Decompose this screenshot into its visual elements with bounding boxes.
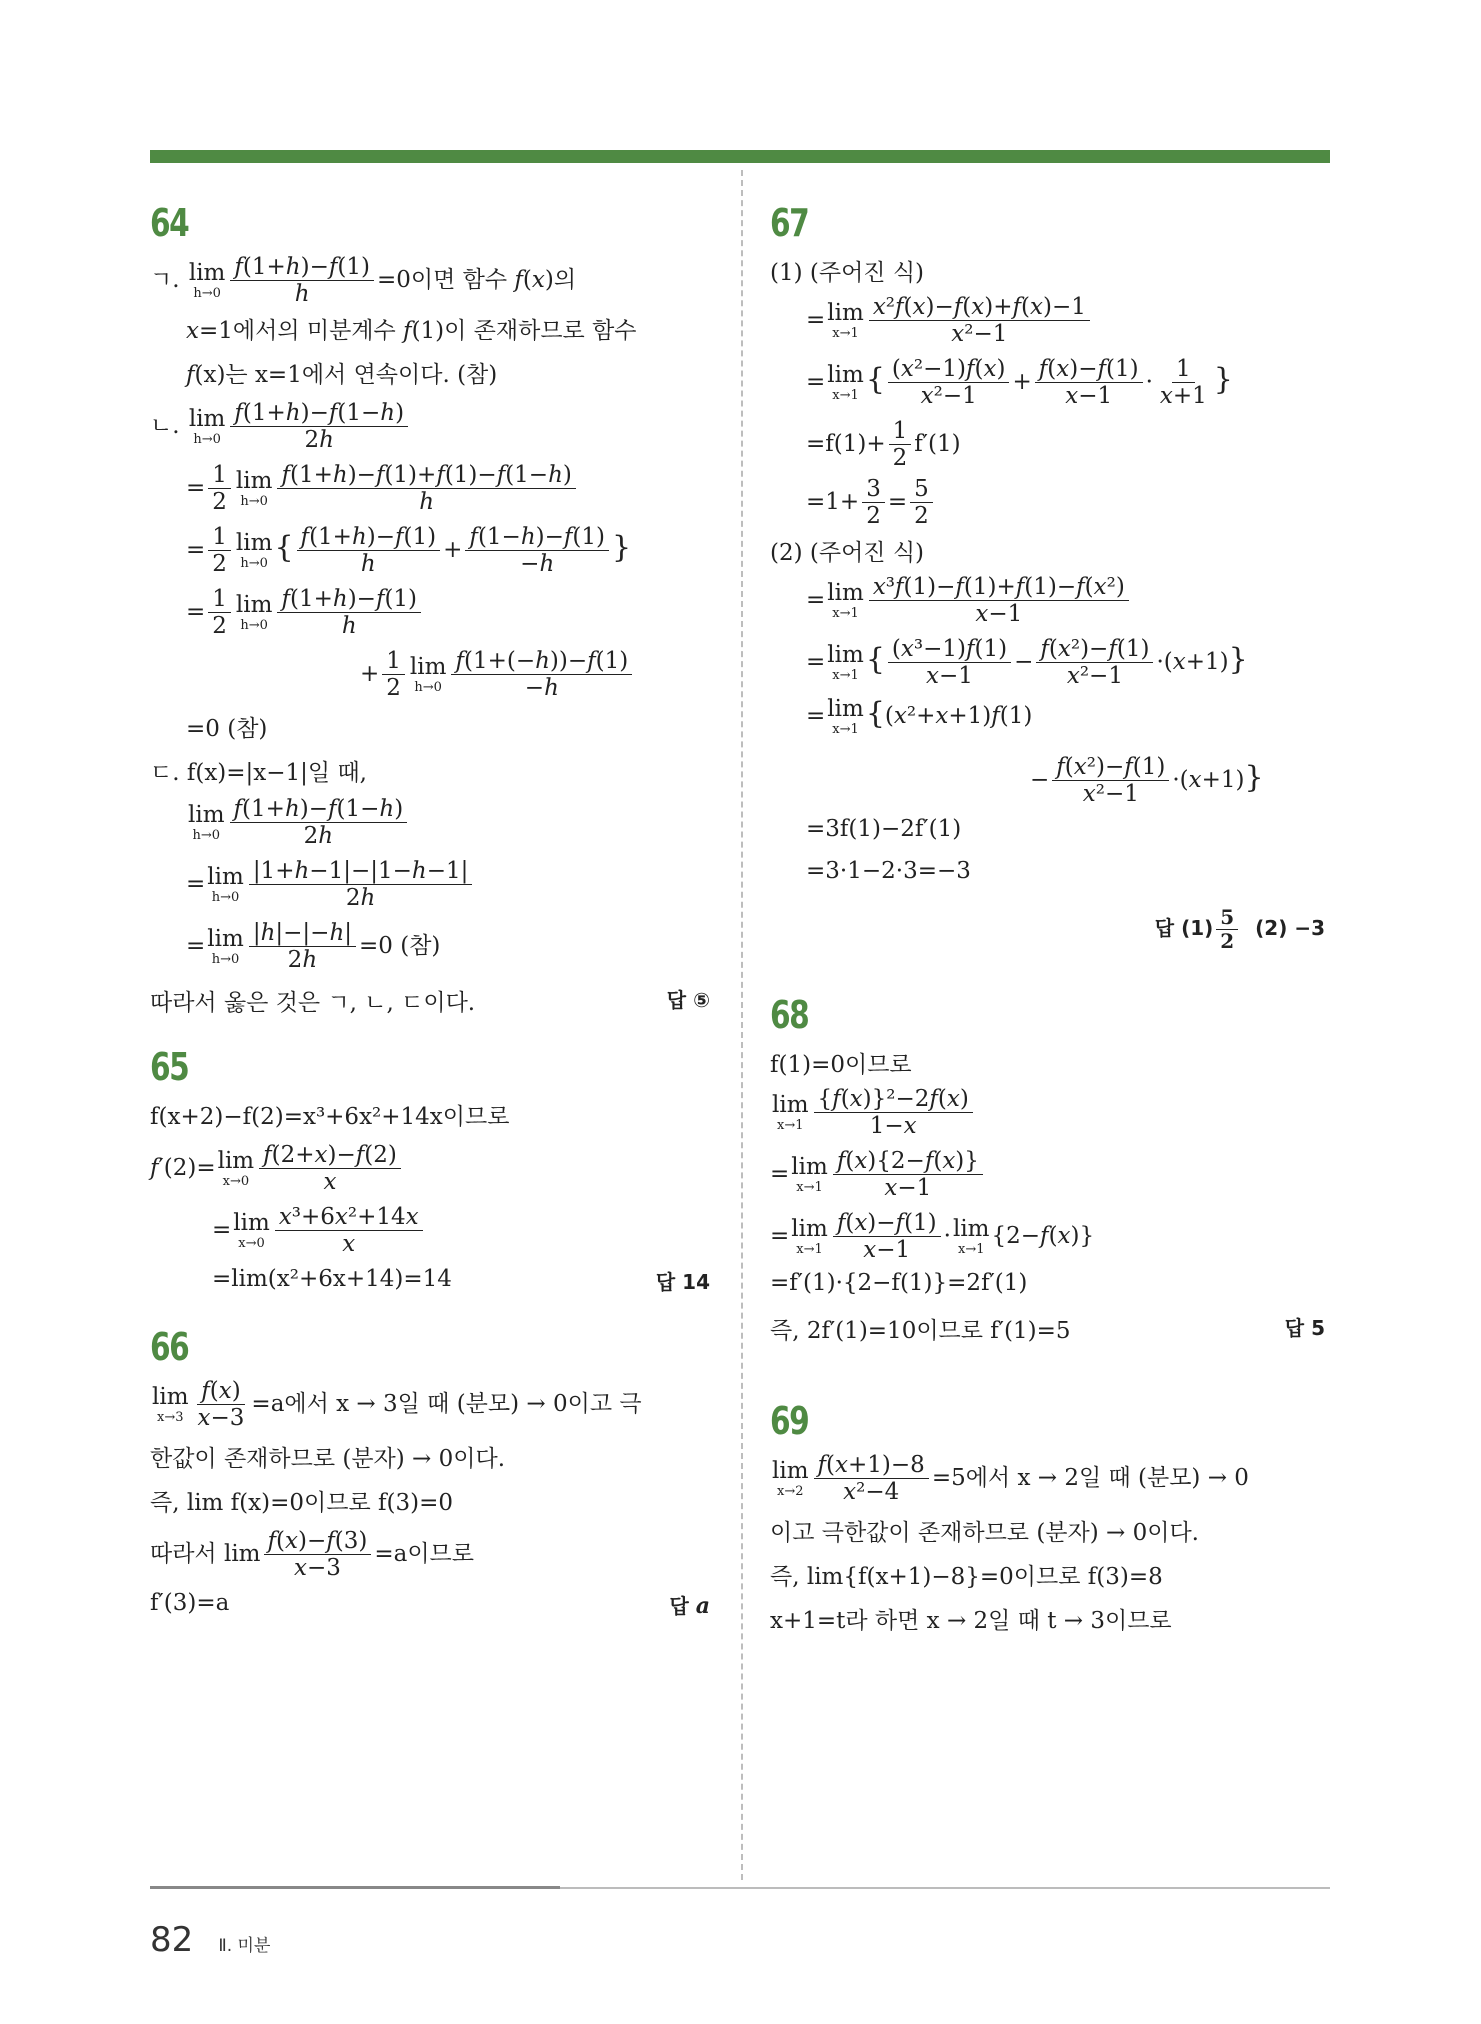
p64-ga-line2: x=1에서의 미분계수 f(1)이 존재하므로 함수 <box>186 318 637 344</box>
p66-line1: lim x→3 $\frac{f(x)}{x-3}$ =a에서 x → 3일 때 (분모) → 0이고 극 <box>152 1378 642 1432</box>
p64-answer: 답 ⑤ <box>666 988 710 1012</box>
column-divider <box>741 170 743 1880</box>
problem-number-68: 68 <box>770 993 809 1037</box>
p64-da-line3: =lim h→0 $\frac{|1+h-1|-|1-h-1|}{2h}$ <box>150 858 710 920</box>
p64-ga-line1: ㄱ. lim h→0 $\frac{f(1+h)-f(1)}{h}$ =0이면 함수 f(x)의 <box>150 254 577 308</box>
p68-line5: =f′(1)·{2−f(1)}=2f′(1) <box>770 1270 1028 1296</box>
p68-line6: 즉, 2f′(1)=10이므로 f′(1)=5 답 5 <box>770 1312 1325 1398</box>
p67-step6: =lim x→1 { $\frac{\text{(x³−1)f(1)}}{x-1}$ − $\frac{\text{f(x²)−f(1)}}{\text{x²−1}}$ ·(x+1)} <box>806 636 1248 690</box>
problem-number-69: 69 <box>770 1399 809 1443</box>
p64-na-line4: = $\frac{1}{2}$ lim h→0 $\frac{f(1+h)-f(1)}{h}$ <box>150 586 710 648</box>
p68-answer: 답 5 <box>1284 1316 1325 1340</box>
limit-symbol: lim h→0 <box>188 259 226 301</box>
p65-line3: =lim x→0 $\frac{\text{x³+6x²+14x}}{x}$ <box>150 1204 710 1266</box>
p65-line4: =lim(x²+6x+14)=14 답 14 <box>212 1266 710 1294</box>
p64-na-line2: = $\frac{1}{2}$ lim h→0 $\frac{f(1+h)-f(1)+f(1)-f(1-h)}{h}$ <box>150 462 710 524</box>
p69-line2: 이고 극한값이 존재하므로 (분자) → 0이다. <box>770 1520 1199 1546</box>
left-column <box>150 200 710 1634</box>
bottom-rule <box>150 1887 1330 1889</box>
p67-step9: =3·1−2·3=−3 <box>806 858 971 884</box>
p65-answer: 답 14 <box>655 1270 710 1294</box>
problem-number-66: 66 <box>150 1325 189 1369</box>
p66-line2: 한값이 존재하므로 (분자) → 0이다. <box>150 1446 506 1472</box>
p67-step1: =lim x→1 $\frac{\text{x²f(x)−f(x)+f(x)−1}}{\text{x²−1}}$ <box>770 294 1325 356</box>
p67-step7b: − $\frac{\text{f(x²)−f(1)}}{\text{x²−1}}$ ·(x+1)} <box>1030 754 1264 808</box>
p65-line2: f′(2)=lim x→0 $\frac{f(2+x)-f(2)}{x}$ <box>150 1142 710 1204</box>
p67-part1: (1) (주어진 식) <box>770 260 925 286</box>
p68-line4: =lim x→1 $\frac{f(x)-f(1)}{x-1}$ ·lim x→1 {2−f(x)} <box>770 1210 1095 1264</box>
p64-da-line2: lim h→0 $\frac{f(1+h)-f(1-h)}{2h}$ <box>150 796 710 858</box>
p67-answer-line <box>770 906 1325 992</box>
p69-line4: x+1=t라 하면 x → 2일 때 t → 3이므로 <box>770 1608 1172 1634</box>
p67-step8: =3f(1)−2f′(1) <box>806 816 962 842</box>
p64-na-line5: + $\frac{1}{2}$ lim h→0 $\frac{f(1+(-h))-f(1)}{-h}$ <box>150 648 710 710</box>
page-footer <box>150 1920 270 1960</box>
p67-step7a: =lim x→1 {(x²+x+1)f(1) <box>806 696 1033 737</box>
p64-conclusion: 따라서 옳은 것은 ㄱ, ㄴ, ㄷ이다. 답 ⑤ <box>150 984 710 1044</box>
problem-number-67: 67 <box>770 201 809 245</box>
p67-step5: =lim x→1 $\frac{\text{x³f(1)−f(1)+f(1)−f(x²)}}{x-1}$ <box>770 574 1325 636</box>
right-column <box>770 200 1325 1646</box>
problem-number-64: 64 <box>150 201 189 245</box>
p64-da-line1: ㄷ. f(x)=|x−1|일 때, <box>150 760 367 786</box>
p68-line2: lim x→1 $\frac{\text{\{f(x)\}²−2f(x)}}{1-x}$ <box>770 1086 1325 1148</box>
p66-line3: 즉, lim f(x)=0이므로 f(3)=0 <box>150 1490 453 1516</box>
p67-step3: =f(1)+ $\frac{1}{2}$ f′(1) <box>806 418 961 472</box>
page-number: 82 <box>150 1920 194 1960</box>
p67-step2: =lim x→1 { $\frac{\text{(x²−1)f(x)}}{\text{x²−1}}$ + $\frac{f(x)-f(1)}{x-1}$ · $\frac{1}{x+1}$ } <box>806 356 1233 410</box>
p68-line3: =lim x→1 $\frac{f(x)\{2-f(x)\}}{x-1}$ <box>770 1148 1325 1210</box>
p64-da-line4: =lim h→0 $\frac{|h|-|-h|}{2h}$ =0 (참) <box>186 920 441 974</box>
p64-na-line3: = $\frac{1}{2}$ lim h→0 { $\frac{f(1+h)-f(1)}{h}$ + $\frac{f(1-h)-f(1)}{-h}$ } <box>186 524 632 578</box>
top-green-bar <box>150 150 1330 163</box>
p67-answer: 답 (1) $\frac{5}{2}$ (2) −3 <box>1154 905 1325 953</box>
p66-line5: f′(3)=a 답 a <box>150 1590 710 1619</box>
p69-line3: 즉, lim{f(x+1)−8}=0이므로 f(3)=8 <box>770 1564 1163 1590</box>
p64-ga-line3: f(x)는 x=1에서 연속이다. (참) <box>186 362 498 388</box>
p66-answer: 답 a <box>669 1593 710 1619</box>
chapter-label: Ⅱ. 미분 <box>218 1936 271 1956</box>
problem-number-65: 65 <box>150 1045 189 1089</box>
p64-na-line1: ㄴ. lim h→0 $\frac{f(1+h)-f(1-h)}{2h}$ <box>150 400 710 462</box>
p67-step4: =1+ $\frac{3}{2}$ = $\frac{5}{2}$ <box>770 476 1325 534</box>
p69-line1: lim x→2 $\frac{f(x+1)-8}{\text{x²−4}}$ =5에서 x → 2일 때 (분모) → 0 <box>772 1452 1249 1506</box>
p66-line4: 따라서 lim $\frac{f(x)-f(3)}{x-3}$ =a이므로 <box>150 1528 474 1582</box>
p67-part2: (2) (주어진 식) <box>770 540 925 566</box>
p65-line1: f(x+2)−f(2)=x³+6x²+14x이므로 <box>150 1104 510 1130</box>
p64-na-result: =0 (참) <box>186 716 268 742</box>
p68-line1: f(1)=0이므로 <box>770 1052 912 1078</box>
